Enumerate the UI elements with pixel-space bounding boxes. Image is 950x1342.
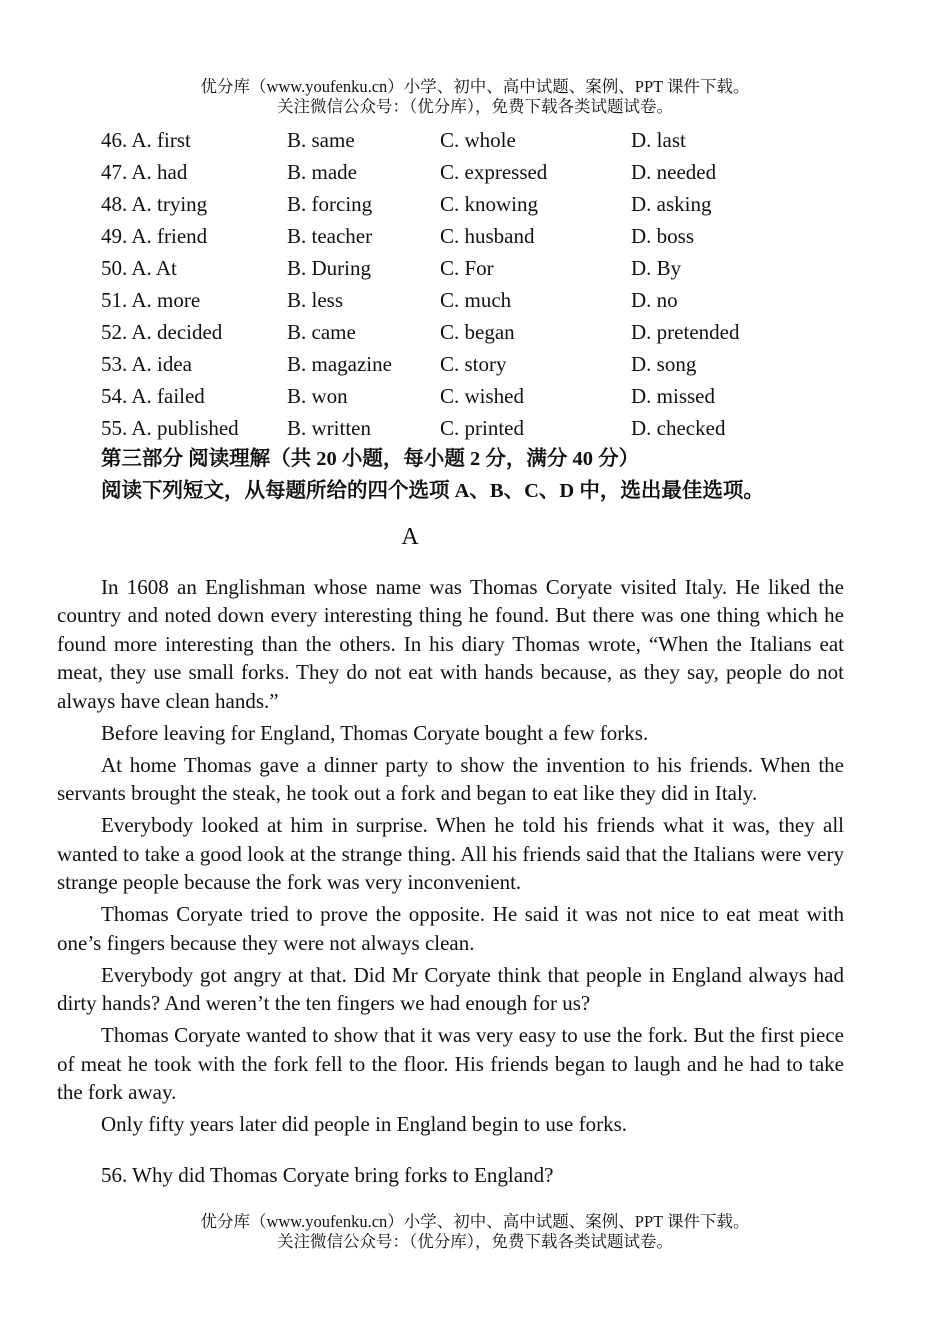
option-c: C. For [440, 256, 494, 280]
option-a: 46. A. first [101, 128, 191, 152]
option-d: D. By [631, 256, 682, 280]
option-b: B. won [287, 384, 348, 408]
option-b: B. came [287, 320, 356, 344]
option-a: 53. A. idea [101, 352, 192, 376]
option-row-46 [0, 124, 950, 156]
option-b: B. teacher [287, 224, 373, 248]
passage-paragraph: Everybody got angry at that. Did Mr Coryate think that people in England always had dirty hands? And weren’t the ten fingers we had enough for us? [57, 962, 844, 1015]
option-b: B. forcing [287, 192, 373, 216]
header-line-2: 关注微信公众号：（优分库），免费下载各类试题试卷。 [277, 97, 673, 116]
option-b: B. During [287, 256, 371, 280]
option-c: C. expressed [440, 160, 548, 184]
option-a: 52. A. decided [101, 320, 223, 344]
option-d: D. needed [631, 160, 717, 184]
passage-paragraph: Only fifty years later did people in England begin to use forks. [101, 1112, 628, 1136]
option-b: B. made [287, 160, 357, 184]
option-c: C. wished [440, 384, 524, 408]
option-d: D. last [631, 128, 686, 152]
option-c: C. began [440, 320, 515, 344]
option-b: B. same [287, 128, 355, 152]
footer-line-2: 关注微信公众号：（优分库），免费下载各类试题试卷。 [277, 1232, 673, 1251]
passage-paragraph: In 1608 an Englishman whose name was Thomas Coryate visited Italy. He liked the country and noted down every interesting thing he found. But there was one thing which he found more interesting than the others. In his diary Thomas wrote, “When the Italians eat meat, they use small forks. They do not eat with hands because, as they say, people do not always have clean hands.” [57, 574, 844, 713]
option-a: 50. A. At [101, 256, 177, 280]
option-row-52 [0, 316, 950, 348]
option-a: 47. A. had [101, 160, 188, 184]
option-b: B. magazine [287, 352, 392, 376]
option-c: C. printed [440, 416, 524, 440]
header-line-1: 优分库（www.youfenku.cn）小学、初中、高中试题、案例、PPT 课件下载。 [200, 77, 750, 96]
option-row-54 [0, 380, 950, 412]
option-d: D. no [631, 288, 678, 312]
option-d: D. asking [631, 192, 712, 216]
passage-body [57, 569, 844, 1139]
option-c: C. husband [440, 224, 535, 248]
page-footer [0, 1212, 950, 1252]
option-row-50 [0, 252, 950, 284]
option-row-53 [0, 348, 950, 380]
option-a: 49. A. friend [101, 224, 208, 248]
option-b: B. written [287, 416, 371, 440]
option-row-49 [0, 220, 950, 252]
option-row-47 [0, 156, 950, 188]
section-instruction: 阅读下列短文，从每题所给的四个选项 A、B、C、D 中，选出最佳选项。 [101, 480, 764, 502]
section-title: 第三部分 阅读理解（共 20 小题，每小题 2 分，满分 40 分） [101, 448, 640, 470]
option-c: C. story [440, 352, 507, 376]
option-a: 48. A. trying [101, 192, 208, 216]
option-d: D. pretended [631, 320, 740, 344]
passage-paragraph: Before leaving for England, Thomas Coryate bought a few forks. [101, 720, 649, 745]
passage-paragraph: Thomas Coryate tried to prove the opposite. He said it was not nice to eat meat with one’s fingers because they were not always clean. [57, 902, 844, 955]
option-c: C. much [440, 288, 512, 312]
passage-paragraph: Everybody looked at him in surprise. When he told his friends what it was, they all wanted to take a good look at the strange thing. All his friends said that the Italians were very strange people because the fork was very inconvenient. [57, 813, 844, 894]
footer-line-1: 优分库（www.youfenku.cn）小学、初中、高中试题、案例、PPT 课件下载。 [200, 1212, 750, 1231]
option-row-55 [0, 412, 950, 444]
passage-paragraph: At home Thomas gave a dinner party to show the invention to his friends. When the servants brought the steak, he took out a fork and began to eat like they did in Italy. [57, 752, 844, 805]
options-list [0, 124, 950, 444]
option-d: D. boss [631, 224, 695, 248]
option-c: C. whole [440, 128, 516, 152]
option-d: D. missed [631, 384, 715, 408]
passage-paragraph: Thomas Coryate wanted to show that it was very easy to use the fork. But the first piece of meat he took with the fork fell to the floor. His friends began to laugh and he had to take the fork away. [57, 1023, 844, 1104]
page-header [0, 77, 950, 117]
option-d: D. checked [631, 416, 726, 440]
option-row-51 [0, 284, 950, 316]
option-a: 54. A. failed [101, 384, 205, 408]
question-56: 56. Why did Thomas Coryate bring forks to England? [101, 1163, 554, 1187]
option-d: D. song [631, 352, 697, 376]
option-a: 51. A. more [101, 288, 201, 312]
option-b: B. less [287, 288, 344, 312]
passage-title: A [401, 524, 419, 550]
option-a: 55. A. published [101, 416, 239, 440]
option-c: C. knowing [440, 192, 539, 216]
option-row-48 [0, 188, 950, 220]
